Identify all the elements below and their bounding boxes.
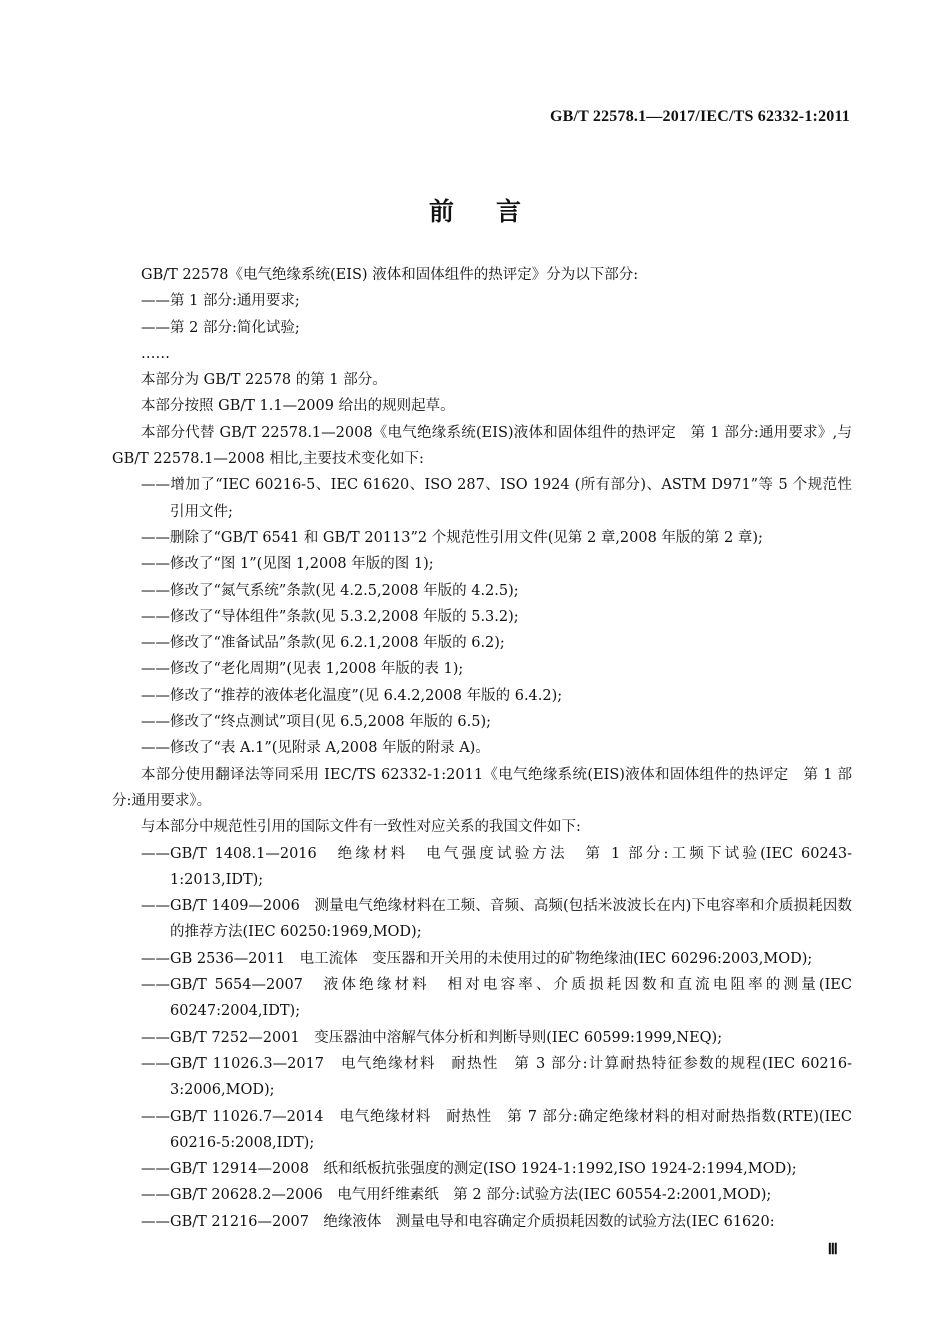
paragraph: ——第 1 部分:通用要求; xyxy=(141,293,300,310)
list-item: ——GB 2536—2011 电工流体 变压器和开关用的未使用过的矿物绝缘油(IEC 60296:2003,MOD); xyxy=(141,950,813,967)
list-item: ——GB/T 11026.7—2014 电气绝缘材料 耐热性 第 7 部分:确定绝缘材料的相对耐热指数(RTE)(IEC 60216-5:2008,IDT); xyxy=(141,1108,852,1151)
list-item: ——修改了“氮气系统”条款(见 4.2.5,2008 年版的 4.2.5); xyxy=(141,582,519,599)
list-item: ——增加了“IEC 60216-5、IEC 61620、ISO 287、ISO 1924 (所有部分)、ASTM D971”等 5 个规范性引用文件; xyxy=(141,477,852,520)
paragraph: 本部分按照 GB/T 1.1—2009 给出的规则起草。 xyxy=(141,398,455,415)
list-item: ——修改了“图 1”(见图 1,2008 年版的图 1); xyxy=(141,556,434,573)
paragraph: …… xyxy=(141,345,170,362)
list-item: ——修改了“导体组件”条款(见 5.3.2,2008 年版的 5.3.2); xyxy=(141,608,519,625)
paragraph: 本部分为 GB/T 22578 的第 1 部分。 xyxy=(141,372,387,389)
list-item: ——GB/T 21216—2007 绝缘液体 测量电导和电容确定介质损耗因数的试验方法(IEC 61620: xyxy=(141,1213,775,1230)
list-item: ——修改了“准备试品”条款(见 6.2.1,2008 年版的 6.2); xyxy=(141,635,505,652)
foreword-body xyxy=(112,262,852,1235)
list-item: ——GB/T 7252—2001 变压器油中溶解气体分析和判断导则(IEC 60599:1999,NEQ); xyxy=(141,1029,723,1046)
list-item: ——删除了“GB/T 6541 和 GB/T 20113”2 个规范性引用文件(见第 2 章,2008 年版的第 2 章); xyxy=(141,529,763,546)
list-item: ——GB/T 1408.1—2016 绝缘材料 电气强度试验方法 第 1 部分:工频下试验(IEC 60243-1:2013,IDT); xyxy=(141,845,852,888)
paragraph: 与本部分中规范性引用的国际文件有一致性对应关系的我国文件如下: xyxy=(141,819,581,836)
list-item: ——GB/T 5654—2007 液体绝缘材料 相对电容率、介质损耗因数和直流电阻率的测量(IEC 60247:2004,IDT); xyxy=(141,977,852,1020)
paragraph: ——第 2 部分:简化试验; xyxy=(141,319,300,336)
document-header: GB/T 22578.1—2017/IEC/TS 62332-1:2011 xyxy=(549,108,850,125)
list-item: ——修改了“老化周期”(见表 1,2008 年版的表 1); xyxy=(141,661,464,678)
list-item: ——修改了“推荐的液体老化温度”(见 6.4.2,2008 年版的 6.4.2); xyxy=(141,687,563,704)
paragraph: 本部分使用翻译法等同采用 IEC/TS 62332-1:2011《电气绝缘系统(EIS)液体和固体组件的热评定 第 1 部分:通用要求》。 xyxy=(112,766,852,809)
paragraph: GB/T 22578《电气绝缘系统(EIS) 液体和固体组件的热评定》分为以下部分: xyxy=(141,267,639,283)
list-item: ——GB/T 1409—2006 测量电气绝缘材料在工频、音频、高频(包括米波波长在内)下电容率和介质损耗因数的推荐方法(IEC 60250:1969,MOD); xyxy=(141,898,852,941)
page-title: 前言 xyxy=(428,197,563,226)
list-item: ——修改了“终点测试”项目(见 6.5,2008 年版的 6.5); xyxy=(141,714,491,731)
list-item: ——GB/T 11026.3—2017 电气绝缘材料 耐热性 第 3 部分:计算耐热特征参数的规程(IEC 60216-3:2006,MOD); xyxy=(141,1055,852,1099)
page-number: Ⅲ xyxy=(827,1242,838,1258)
list-item: ——GB/T 20628.2—2006 电气用纤维素纸 第 2 部分:试验方法(IEC 60554-2:2001,MOD); xyxy=(141,1187,772,1204)
paragraph: 本部分代替 GB/T 22578.1—2008《电气绝缘系统(EIS)液体和固体组件的热评定 第 1 部分:通用要求》,与 GB/T 22578.1—2008 相比,主要技术变化如下: xyxy=(112,424,852,468)
list-item: ——GB/T 12914—2008 纸和纸板抗张强度的测定(ISO 1924-1:1992,ISO 1924-2:1994,MOD); xyxy=(141,1161,797,1178)
list-item: ——修改了“表 A.1”(见附录 A,2008 年版的附录 A)。 xyxy=(141,740,490,757)
